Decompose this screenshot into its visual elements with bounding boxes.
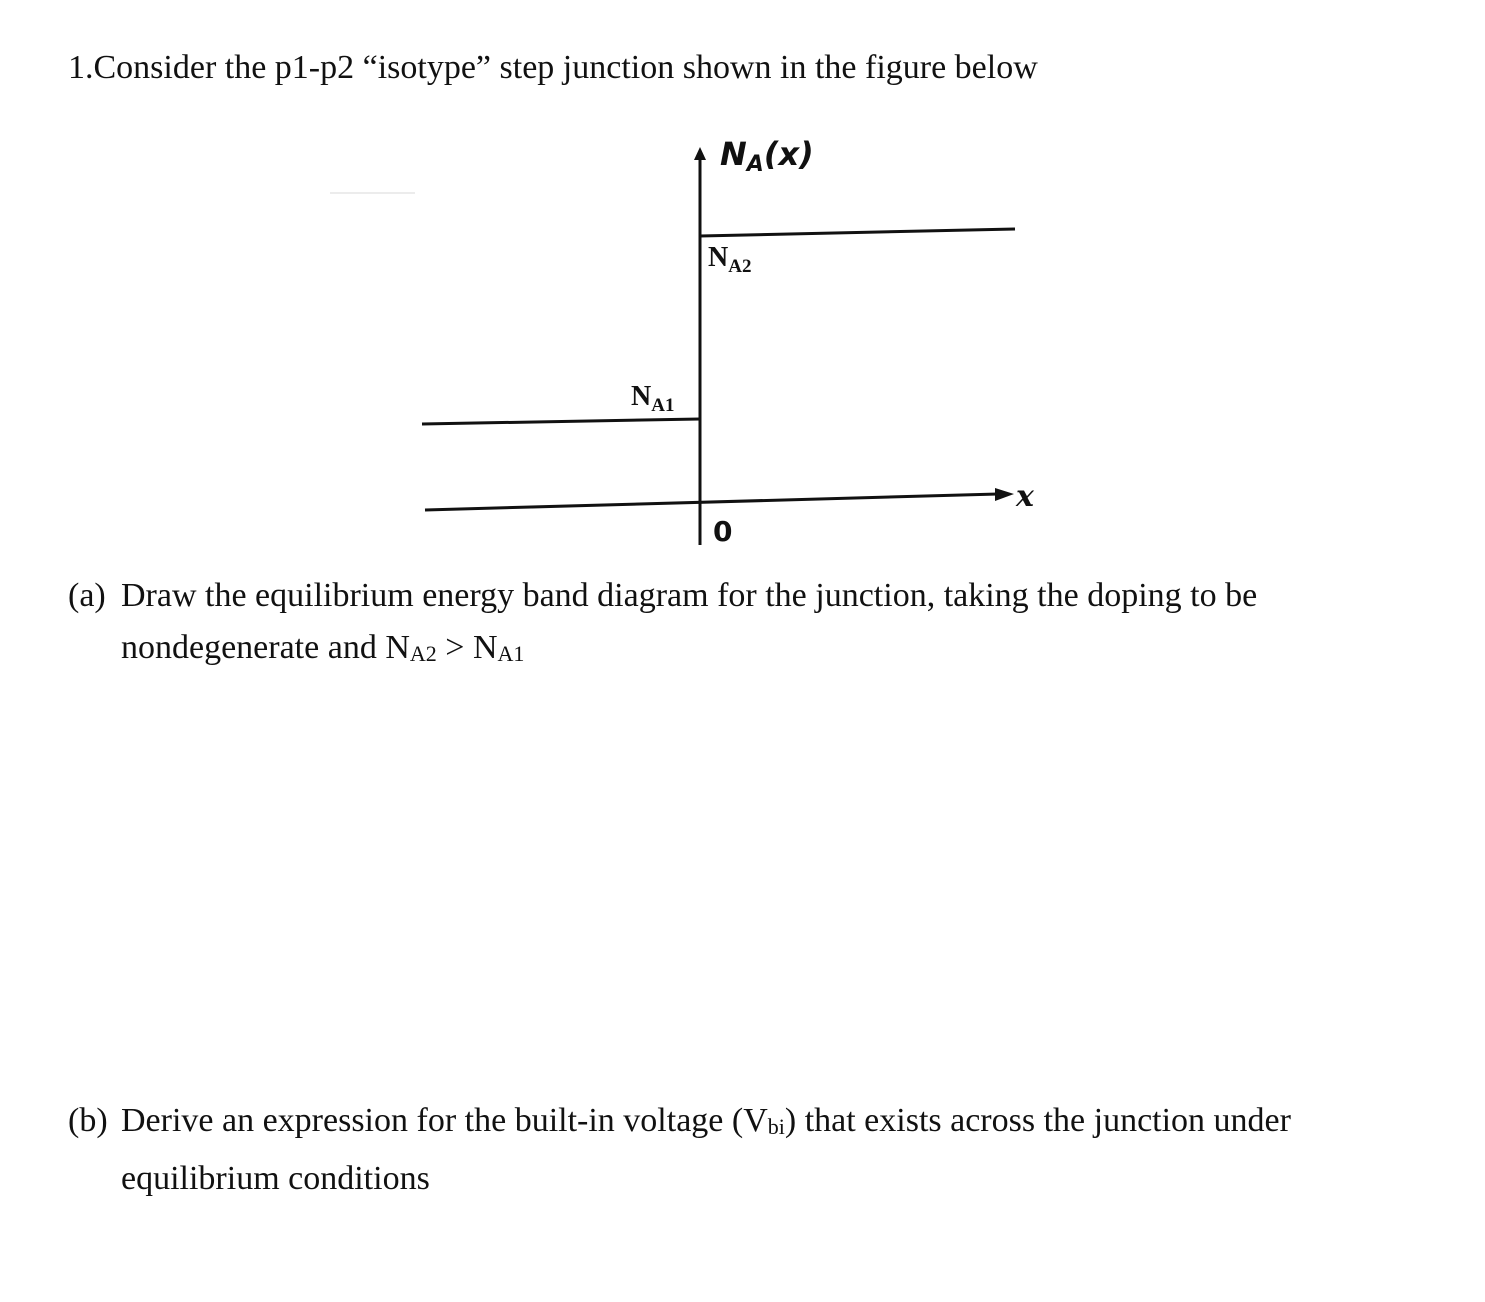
part-b-line-1-suffix: ) that exists across the junction under <box>784 1102 1291 1139</box>
part-b-sub-bi: bi <box>767 1114 785 1139</box>
y-axis-label-sub: A <box>746 152 764 177</box>
y-axis-label <box>720 135 814 177</box>
x-axis-arrowhead <box>995 488 1014 501</box>
label-na1 <box>631 381 674 416</box>
part-b-text <box>121 1095 1291 1205</box>
part-a-line-2-prefix: nondegenerate and N <box>121 629 410 666</box>
part-b-line-1 <box>121 1095 1291 1153</box>
part-b-line-1-prefix: Derive an expression for the built-in voltage (V <box>121 1102 768 1139</box>
doping-profile-figure <box>0 0 1485 560</box>
part-b-line-2: equilibrium conditions <box>121 1160 430 1197</box>
part-a-line-2-middle: > N <box>436 629 498 666</box>
part-a-line-2 <box>121 622 1257 680</box>
y-axis-arrowhead <box>694 147 706 160</box>
x-axis <box>425 494 998 510</box>
label-na2-sub: A2 <box>728 256 752 277</box>
x-axis-label: x <box>1016 479 1034 514</box>
origin-label: 0 <box>713 515 733 548</box>
part-a-sub-na2: A2 <box>409 641 437 666</box>
doping-level-na1 <box>422 419 700 424</box>
part-a-line-1: Draw the equilibrium energy band diagram for the junction, taking the doping to be <box>121 577 1258 614</box>
label-na2 <box>708 242 751 277</box>
label-na1-main: N <box>631 381 652 412</box>
part-a-text <box>121 570 1257 680</box>
doping-level-na2 <box>700 229 1015 236</box>
question-title: 1.Consider the p1-p2 “isotype” step junction shown in the figure below <box>68 49 1038 86</box>
label-na2-main: N <box>708 242 729 273</box>
part-a-sub-na1: A1 <box>497 641 525 666</box>
y-axis-label-main: N <box>720 135 747 173</box>
y-axis-label-arg: (x) <box>763 135 814 173</box>
part-a-tag: (a) <box>68 577 106 614</box>
part-b-tag: (b) <box>68 1102 108 1139</box>
label-na1-sub: A1 <box>651 395 675 416</box>
